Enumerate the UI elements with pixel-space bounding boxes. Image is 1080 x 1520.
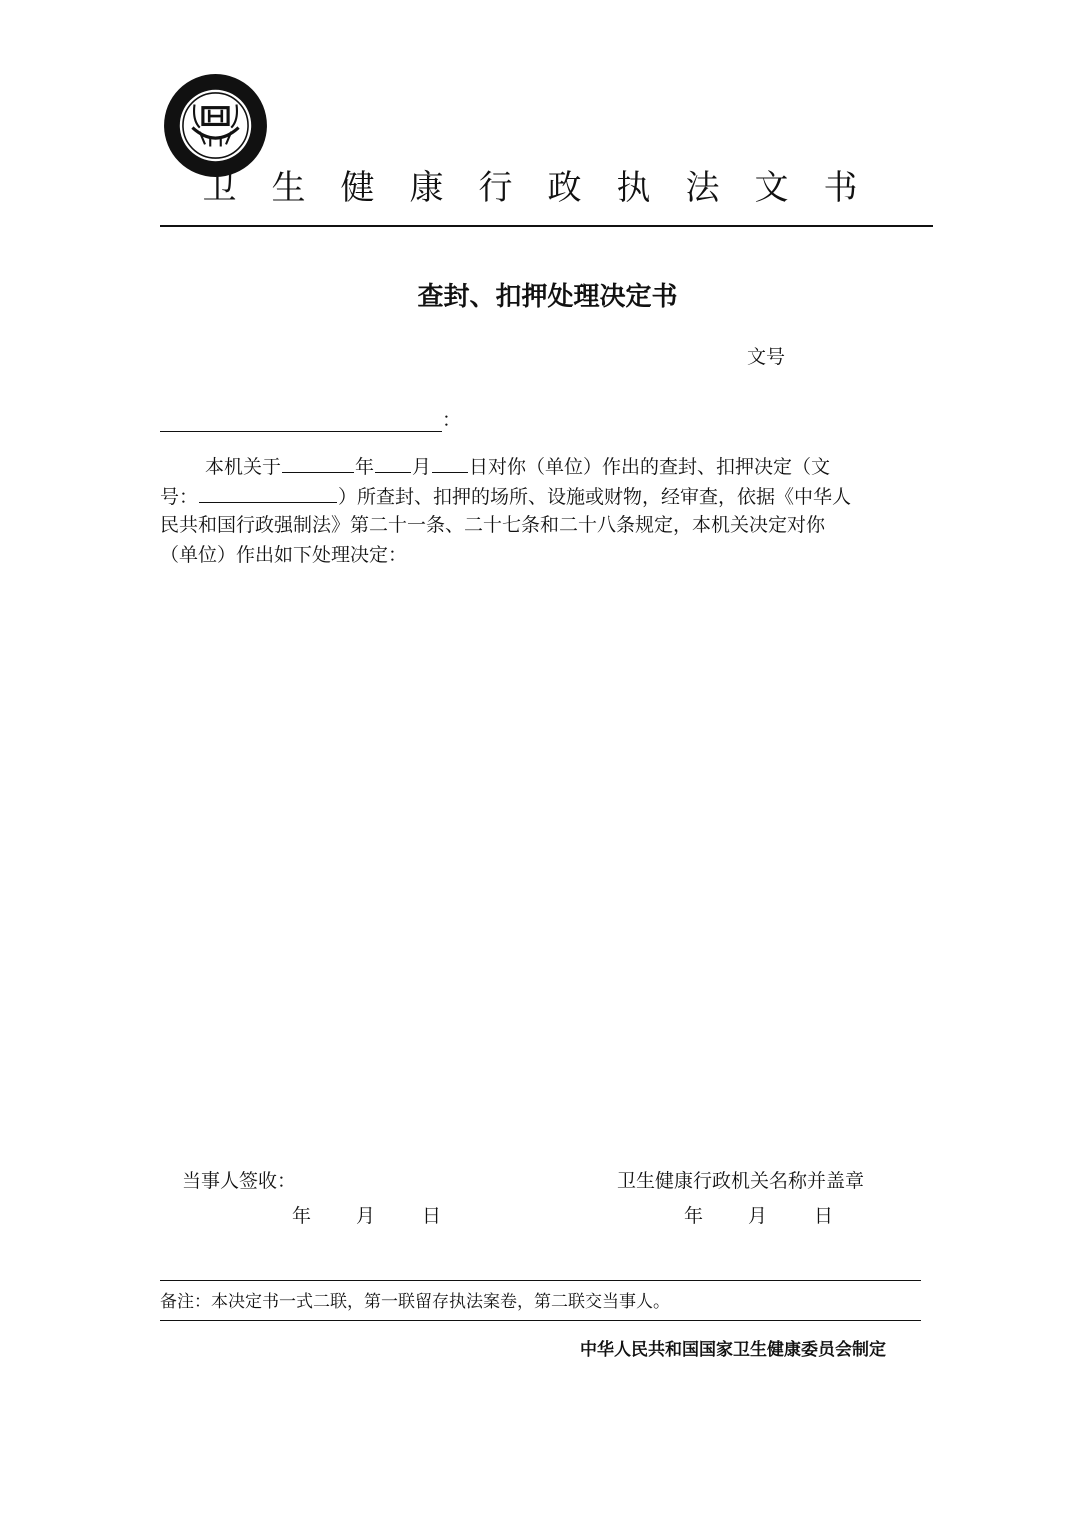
agency-date [684, 1201, 833, 1228]
body-line-4: （单位）作出如下处理决定： [160, 544, 408, 566]
remarks-note: 备注：本决定书一式二联，第一联留存执法案卷，第二联交当事人。 [160, 1292, 670, 1312]
header-title: 卫生健康行政执法文书 [202, 168, 893, 208]
date-day: 日 [422, 1205, 442, 1227]
date-year: 年 [684, 1205, 704, 1227]
issuer-footer: 中华人民共和国国家卫生健康委员会制定 [580, 1340, 886, 1360]
party-signature-label: 当事人签收： [182, 1170, 297, 1192]
recipient-blank[interactable] [160, 413, 442, 432]
body-text: ）所查封、扣押的场所、设施或财物，经审查，依据《中华人 [338, 486, 852, 508]
document-title: 查封、扣押处理决定书 [417, 282, 678, 312]
decision-number-blank[interactable] [199, 482, 337, 503]
agency-seal-label: 卫生健康行政机关名称并盖章 [617, 1170, 865, 1192]
date-month: 月 [356, 1205, 376, 1227]
party-date [292, 1201, 441, 1228]
month-blank[interactable] [375, 452, 411, 473]
body-text: 日对你（单位）作出的查封、扣押决定（文 [469, 456, 831, 478]
body-text: 年 [355, 456, 375, 478]
body-text: 本机关于 [205, 456, 282, 478]
note-divider-top [160, 1280, 921, 1281]
body-line-1 [205, 452, 830, 482]
day-blank[interactable] [432, 452, 468, 473]
document-number-label: 文号 [747, 346, 786, 368]
note-divider-bottom [160, 1320, 921, 1321]
body-text: 号： [160, 486, 199, 508]
body-text: 月 [412, 456, 432, 478]
date-year: 年 [292, 1205, 312, 1227]
year-blank[interactable] [282, 452, 354, 473]
recipient-colon: ： [442, 409, 462, 431]
recipient-line [160, 405, 461, 432]
body-line-3: 民共和国行政强制法》第二十一条、二十七条和二十八条规定，本机关决定对你 [160, 514, 826, 536]
header-divider [160, 225, 933, 227]
body-line-2 [160, 482, 851, 512]
date-day: 日 [814, 1205, 834, 1227]
date-month: 月 [748, 1205, 768, 1227]
